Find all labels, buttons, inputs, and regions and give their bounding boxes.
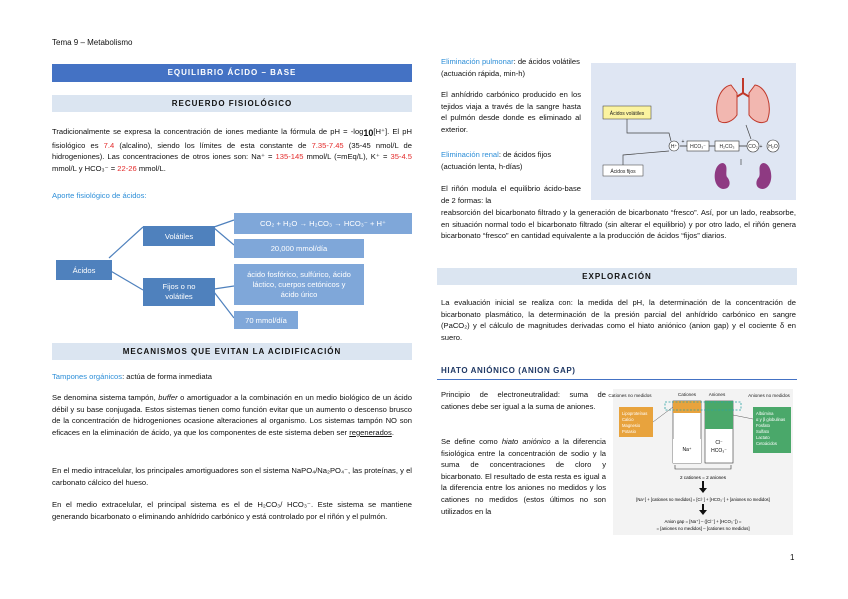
header-cationes-no-medidos: Cationes no medidos bbox=[608, 393, 652, 398]
renal-heading: Eliminación renal: de ácidos fijos (actuación lenta, h-días) bbox=[441, 150, 552, 171]
node-reaction: CO₂ + H₂O → H₂CO₃ → HCO₃⁻ + H⁺ bbox=[234, 213, 412, 234]
header-aniones-no-medidos: Aniones no medidos bbox=[748, 393, 790, 398]
chain-hco3: HCO₃⁻ bbox=[690, 144, 706, 150]
node-acidos: Ácidos bbox=[56, 260, 112, 280]
svg-text:Cetoácidos: Cetoácidos bbox=[756, 441, 777, 446]
svg-text:Potasio: Potasio bbox=[622, 429, 636, 434]
node-volatiles: Volátiles bbox=[143, 226, 215, 246]
running-header: Tema 9 – Metabolismo bbox=[52, 38, 133, 47]
svg-text:Calcio: Calcio bbox=[622, 417, 634, 422]
anion-gap-figure bbox=[608, 389, 793, 535]
hiato-title-rule bbox=[437, 379, 797, 380]
label-hco3: HCO₃⁻ bbox=[711, 448, 727, 454]
section-title: EQUILIBRIO ÁCIDO – BASE bbox=[52, 64, 412, 82]
svg-text:Fosfato: Fosfato bbox=[756, 423, 770, 428]
page-number: 1 bbox=[790, 553, 795, 562]
tampones-line: Tampones orgánicos: actúa de forma inmediata bbox=[52, 372, 212, 381]
chain-h2co3: H₂CO₃ bbox=[719, 144, 735, 150]
svg-text:Lipoproteínas: Lipoproteínas bbox=[622, 411, 648, 416]
chain-co2: CO₂ bbox=[748, 144, 758, 150]
pulmonar-paragraph: El anhídrido carbónico producido en los tejidos viaja a través de la sangre hasta el pulmón desde donde es eliminado al exterior. bbox=[441, 90, 581, 134]
renal-paragraph-start: El riñón modula el equilibrio ácido-base de 2 formas: la bbox=[441, 184, 581, 205]
svg-text:+: + bbox=[681, 139, 685, 145]
node-fijos: Fijos o no volátiles bbox=[143, 278, 215, 306]
node-fijos-amount: 70 mmol/día bbox=[234, 311, 298, 329]
label-acidos-fijos: Ácidos fijos bbox=[610, 169, 636, 175]
eq-1: [Na⁺] + [cationes no medidos] = [Cl⁻] + [HCO₃⁻] + [aniones no medidos] bbox=[636, 497, 770, 502]
header-cationes: Cationes bbox=[677, 392, 697, 397]
header-aniones: Aniones bbox=[708, 392, 726, 397]
label-na: Na⁺ bbox=[682, 447, 692, 453]
pulmonar-heading: Eliminación pulmonar: de ácidos volátiles (actuación rápida, min-h) bbox=[441, 57, 580, 78]
svg-text:α y β globulinas: α y β globulinas bbox=[756, 417, 786, 422]
eq-3: = [aniones no medidos] – [cationes no medidos] bbox=[656, 526, 750, 531]
eq-2: Anion gap = [Na⁺] – ([Cl⁻] + [HCO₃⁻]) = bbox=[664, 519, 742, 524]
svg-text:Albúmina: Albúmina bbox=[756, 411, 774, 416]
intracelular-paragraph: En el medio intracelular, los principales amortiguadores son el sistema NaPO₄/Na₂PO₄⁻, las proteínas, y el carbonato cálcico del hueso. bbox=[52, 466, 412, 487]
hiato-title: HIATO ANIÓNICO (ANION GAP) bbox=[441, 366, 576, 375]
chain-h: H⁺ bbox=[670, 144, 678, 150]
aporte-title: Aporte fisiológico de ácidos: bbox=[52, 191, 147, 200]
node-volatiles-amount: 20,000 mmol/día bbox=[234, 239, 364, 258]
exploracion-title: EXPLORACIÓN bbox=[437, 268, 797, 285]
recuerdo-title: RECUERDO FISIOLÓGICO bbox=[52, 95, 412, 112]
svg-text:Sulfato: Sulfato bbox=[756, 429, 770, 434]
node-fijos-list: ácido fosfórico, sulfúrico, ácido láctico, cuerpos cetónicos y ácido úrico bbox=[234, 264, 364, 305]
renal-pulmonary-figure bbox=[591, 63, 796, 200]
intro-paragraph: Tradicionalmente se expresa la concentración de iones mediante la fórmula de pH = -log10[H⁺]. El pH fisiológico es 7.4 (alcalino), siendo los límites de esta constante de 7.35-7.45 (35-45 nmol/L de hidrogeniones). Las concentraciones de otros iones son: Na⁺ = 135-145 mmol/L (=mEq/L), K⁺ = 35-4.5 mmol/L y HCO₃⁻ = 22-26 mmol/L. bbox=[52, 127, 413, 173]
svg-text:Lactato: Lactato bbox=[756, 435, 770, 440]
svg-text:Magnesio: Magnesio bbox=[622, 423, 641, 428]
chain-h2o: H₂O bbox=[768, 144, 778, 150]
label-acidos-volatiles: Ácidos volátiles bbox=[609, 111, 645, 117]
svg-text:+: + bbox=[759, 144, 763, 150]
hiato-principio: Principio de electroneutralidad: suma de cationes debe ser igual a la suma de aniones. bbox=[441, 390, 606, 411]
mecanismos-title: MECANISMOS QUE EVITAN LA ACIDIFICACIÓN bbox=[52, 343, 412, 360]
hiato-definicion: Se define como hiato aniónico a la diferencia fisiológica entre la concentración de sodio y la suma de concentraciones de cloro y bicarbonato. El resultado de esta resta es igual a la diferencia entre los aniones no medidos y los cationes no medidos (estos últimos no son utilizados en la bbox=[441, 437, 606, 516]
extracelular-paragraph: En el medio extracelular, el principal sistema es el de H₂CO₃/ HCO₃⁻. Este sistema se mantiene generando bicarbonato o eliminando anhídrido carbónico y está controlado por el riñón y el pulmón. bbox=[52, 500, 412, 521]
renal-paragraph-cont: reabsorción del bicarbonato filtrado y la generación de bicarbonato “fresco”. Así, por un lado, reabsorbe, en situación normal todo el bicarbonato filtrado (sin alterar el equilibrio) y por otro lado, el riñón genera bicarbonato “fresco” en cantidad equivalente a la producción de ácidos “fijos” diarios. bbox=[441, 208, 796, 241]
eq-mid: 2 cationes = 2 aniones bbox=[679, 475, 727, 480]
tampon-paragraph: Se denomina sistema tampón, buffer o amortiguador a la combinación en un medio biológico de un ácido débil y su base conjugada. Estos sistemas tienen como función evitar que un aumento o descenso brusco de la concentración de hidrogeniones ocasione alteraciones al organismo. Los sistemas tampón NO son eficaces en la eliminación de ácido, ya que los componentes de este sistema deben ser regenerados. bbox=[52, 393, 412, 437]
exploracion-paragraph: La evaluación inicial se realiza con: la medida del pH, la determinación de la concentración de bicarbonato plasmático, la determinación de la presión parcial del anhídrido carbónico en sangre (PaCO₂) y el cálculo de magnitudes derivadas como el hiato aniónico (anion gap) y el cociente δ en suero. bbox=[441, 298, 796, 342]
label-cl: Cl⁻ bbox=[715, 440, 723, 446]
